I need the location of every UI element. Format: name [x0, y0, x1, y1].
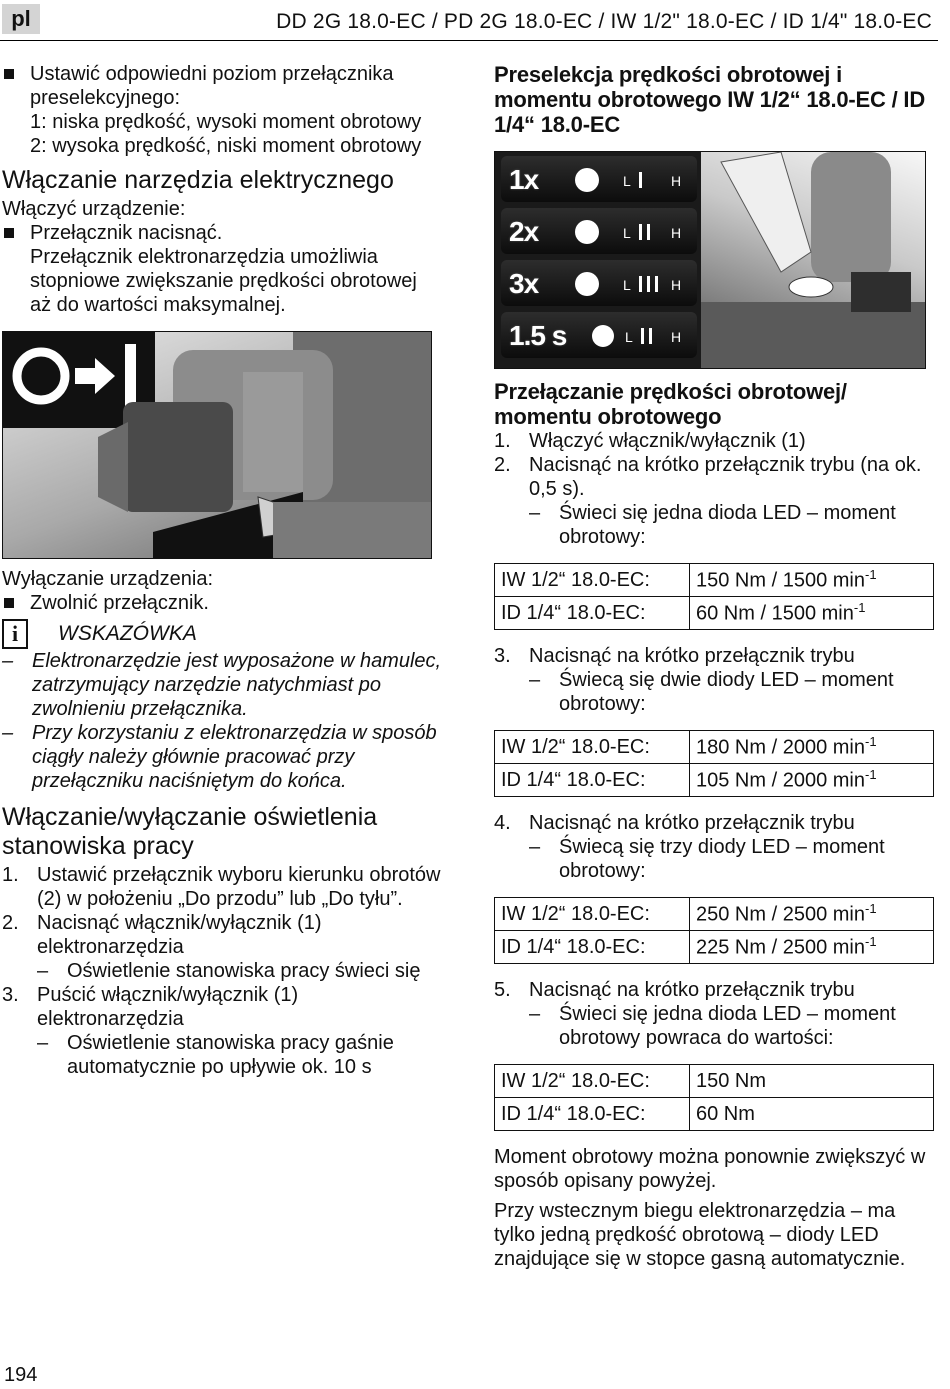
value-text: 105 Nm / 2000 min — [696, 769, 865, 792]
light-step — [2, 863, 442, 911]
step-text: Nacisnąć na krótko przełącznik trybu (na ok. 0,5 s). — [529, 454, 922, 500]
note-item — [2, 649, 442, 721]
step-text: Nacisnąć na krótko przełącznik trybu — [529, 645, 855, 667]
exponent: -1 — [864, 734, 877, 750]
heading-power-on: Włączanie narzędzia elektrycznego — [2, 166, 394, 194]
model-cell: ID 1/4“ 18.0-EC: — [495, 1098, 690, 1131]
svg-text:H: H — [671, 173, 682, 189]
note-header — [2, 619, 442, 649]
value-text: 250 Nm / 2500 min — [696, 903, 865, 926]
step-result-text: Świeci się jedna dioda LED – moment obrotowy powraca do wartości: — [559, 1003, 896, 1049]
led-mode-row — [501, 312, 697, 358]
table-row — [495, 931, 934, 964]
left-column — [2, 62, 442, 1079]
table-row — [495, 564, 934, 597]
power-off-action: Zwolnić przełącznik. — [30, 592, 209, 614]
value-cell — [690, 597, 934, 630]
svg-text:H: H — [671, 277, 682, 293]
model-cell: IW 1/2“ 18.0-EC: — [495, 731, 690, 764]
power-on-bullet — [2, 221, 442, 317]
dash-mark: – — [37, 960, 49, 982]
model-cell: ID 1/4“ 18.0-EC: — [495, 931, 690, 964]
switch-step — [494, 429, 936, 453]
power-on-action: Przełącznik nacisnąć. — [30, 222, 223, 244]
step-text: Nacisnąć włącznik/wyłącznik (1) elektronarzędzia — [37, 912, 322, 958]
value-cell — [690, 898, 934, 931]
heading-work-light: Włączanie/wyłączanie oświetlenia stanowiska pracy — [2, 803, 378, 860]
info-icon: i — [2, 619, 28, 649]
dash-mark: – — [37, 1032, 49, 1054]
option-2-text: wysoka prędkość, niski moment obrotowy — [52, 135, 422, 157]
step-text: Nacisnąć na krótko przełącznik trybu — [529, 812, 855, 834]
document-header-title: DD 2G 18.0-EC / PD 2G 18.0-EC / IW 1/2" 18.0-EC / ID 1/4" 18.0-EC — [276, 10, 932, 33]
table-row — [495, 1065, 934, 1098]
reverse-gear-paragraph: Przy wstecznym biegu elektronarzędzia – ma tylko jedną prędkość obrotową – diody LED znajdujące się w stopce gasną automatycznie. — [494, 1200, 906, 1270]
model-cell: ID 1/4“ 18.0-EC: — [495, 597, 690, 630]
step-result-text: Oświetlenie stanowiska pracy gaśnie automatycznie po upływie ok. 10 s — [67, 1032, 394, 1078]
note-item — [2, 721, 442, 793]
value-cell — [690, 564, 934, 597]
table-row — [495, 1098, 934, 1131]
power-on-description: Przełącznik elektronarzędzia umożliwia stopniowe zwiększanie prędkości obrotowej aż do wartości maksymalnej. — [30, 246, 417, 316]
switch-step-result — [494, 1002, 936, 1050]
option-1 — [30, 110, 442, 134]
drill-drawing — [3, 332, 431, 558]
exponent: -1 — [864, 934, 877, 950]
value-cell: 60 Nm — [690, 1098, 934, 1131]
value-cell — [690, 764, 934, 797]
torque-table-4 — [494, 1064, 934, 1131]
model-cell: IW 1/2“ 18.0-EC: — [495, 564, 690, 597]
value-text: 60 Nm / 1500 min — [696, 602, 854, 625]
dash-mark: – — [529, 669, 541, 691]
switch-step — [494, 644, 936, 668]
step-number: 5. — [494, 979, 511, 1001]
step-result-text: Świecą się dwie diody LED – moment obrotowy: — [559, 669, 894, 715]
step-result-text: Świecą się trzy diody LED – moment obrotowy: — [559, 836, 885, 882]
header-divider — [0, 40, 938, 41]
switch-step — [494, 978, 936, 1002]
led-mode-panel — [495, 152, 701, 368]
svg-text:L: L — [623, 277, 631, 293]
bullet-square-icon — [4, 69, 14, 79]
heading-preselection: Preselekcja prędkości obrotowej i momentu obrotowego IW 1/2“ 18.0-EC / ID 1/4“ 18.0-EC — [494, 62, 926, 137]
switch-step-result — [494, 501, 936, 549]
light-step-result — [2, 1031, 442, 1079]
table-row — [495, 764, 934, 797]
svg-text:H: H — [671, 225, 682, 241]
light-step-result — [2, 959, 442, 983]
svg-text:L: L — [623, 173, 631, 189]
model-cell: IW 1/2“ 18.0-EC: — [495, 1065, 690, 1098]
note-title: WSKAZÓWKA — [58, 622, 197, 645]
step-text: Puścić włącznik/wyłącznik (1) elektronarzędzia — [37, 984, 299, 1030]
power-on-intro: Włączyć urządzenie: — [2, 198, 186, 220]
value-cell — [690, 931, 934, 964]
option-2 — [30, 134, 442, 158]
svg-text:H: H — [671, 329, 682, 345]
language-tag: pl — [2, 4, 40, 34]
light-step — [2, 911, 442, 959]
press-count-label: 2x — [509, 216, 539, 247]
led-mode-row — [501, 260, 697, 306]
hold-duration-label: 1.5 s — [509, 320, 567, 351]
value-text: 225 Nm / 2500 min — [696, 936, 865, 959]
step-number: 3. — [494, 645, 511, 667]
value-cell — [690, 731, 934, 764]
table-row — [495, 898, 934, 931]
option-1-text: niska prędkość, wysoki moment obrotowy — [52, 111, 422, 133]
press-count-label: 3x — [509, 268, 539, 299]
led-three-icon — [571, 266, 691, 300]
step-result-text: Świeci się jedna dioda LED – moment obrotowy: — [559, 502, 896, 548]
exponent: -1 — [853, 600, 866, 616]
hand-pressing-button-image — [701, 152, 925, 368]
step-number: 2. — [2, 912, 19, 934]
press-count-label: 1x — [509, 164, 539, 195]
model-cell: ID 1/4“ 18.0-EC: — [495, 764, 690, 797]
exponent: -1 — [864, 567, 877, 583]
step-text: Włączyć włącznik/wyłącznik (1) — [529, 430, 806, 452]
step-number: 1. — [494, 430, 511, 452]
led-mode-illustration — [494, 151, 926, 369]
svg-text:L: L — [623, 225, 631, 241]
exponent: -1 — [864, 901, 877, 917]
drill-trigger-illustration — [2, 331, 432, 559]
dash-mark: – — [529, 1003, 541, 1025]
preselect-bullet — [2, 62, 442, 158]
right-column — [494, 62, 936, 1271]
step-result-text: Oświetlenie stanowiska pracy świeci się — [67, 960, 421, 982]
heading-speed-switch: Przełączanie prędkości obrotowej/ momentu obrotowego — [494, 379, 847, 429]
value-text: 180 Nm / 2000 min — [696, 736, 865, 759]
torque-table-3 — [494, 897, 934, 964]
step-text: Ustawić przełącznik wyboru kierunku obrotów (2) w położeniu „Do przodu” lub „Do tyłu”. — [37, 864, 441, 910]
bullet-square-icon — [4, 598, 14, 608]
step-number: 3. — [2, 984, 19, 1006]
dash-mark: – — [529, 836, 541, 858]
power-off-bullet — [2, 591, 442, 615]
torque-table-1 — [494, 563, 934, 630]
value-text: 150 Nm / 1500 min — [696, 569, 865, 592]
torque-reset-paragraph: Moment obrotowy można ponownie zwiększyć w sposób opisany powyżej. — [494, 1146, 926, 1192]
option-2-number: 2: — [30, 135, 47, 157]
switch-step-result — [494, 835, 936, 883]
led-mode-row — [501, 156, 697, 202]
switch-step-result — [494, 668, 936, 716]
dash-mark: – — [2, 650, 14, 672]
dash-mark: – — [2, 722, 14, 744]
note-text: Elektronarzędzie jest wyposażone w hamulec, zatrzymujący narzędzie natychmiast po zwolnieniu przełącznika. — [32, 650, 442, 720]
torque-table-2 — [494, 730, 934, 797]
svg-text:L: L — [625, 329, 633, 345]
note-text: Przy korzystaniu z elektronarzędzia w sposób ciągły należy głównie pracować przy przełączniku naciśniętym do końca. — [32, 722, 437, 792]
table-row — [495, 731, 934, 764]
table-row — [495, 597, 934, 630]
tool-base-drawing — [701, 152, 925, 368]
page-number: 194 — [4, 1364, 38, 1386]
led-one-icon — [571, 162, 691, 196]
option-1-number: 1: — [30, 111, 47, 133]
led-two-icon — [571, 214, 691, 248]
switch-step — [494, 453, 936, 501]
note-box — [2, 619, 442, 793]
step-number: 4. — [494, 812, 511, 834]
led-blink-icon — [591, 318, 691, 352]
preselect-instruction: Ustawić odpowiedni poziom przełącznika preselekcyjnego: — [30, 63, 394, 109]
step-number: 1. — [2, 864, 19, 886]
value-cell: 150 Nm — [690, 1065, 934, 1098]
step-text: Nacisnąć na krótko przełącznik trybu — [529, 979, 855, 1001]
model-cell: IW 1/2“ 18.0-EC: — [495, 898, 690, 931]
switch-step — [494, 811, 936, 835]
led-mode-row — [501, 208, 697, 254]
light-step — [2, 983, 442, 1031]
step-number: 2. — [494, 454, 511, 476]
dash-mark: – — [529, 502, 541, 524]
power-off-intro: Wyłączanie urządzenia: — [2, 568, 214, 590]
bullet-square-icon — [4, 228, 14, 238]
exponent: -1 — [864, 767, 877, 783]
